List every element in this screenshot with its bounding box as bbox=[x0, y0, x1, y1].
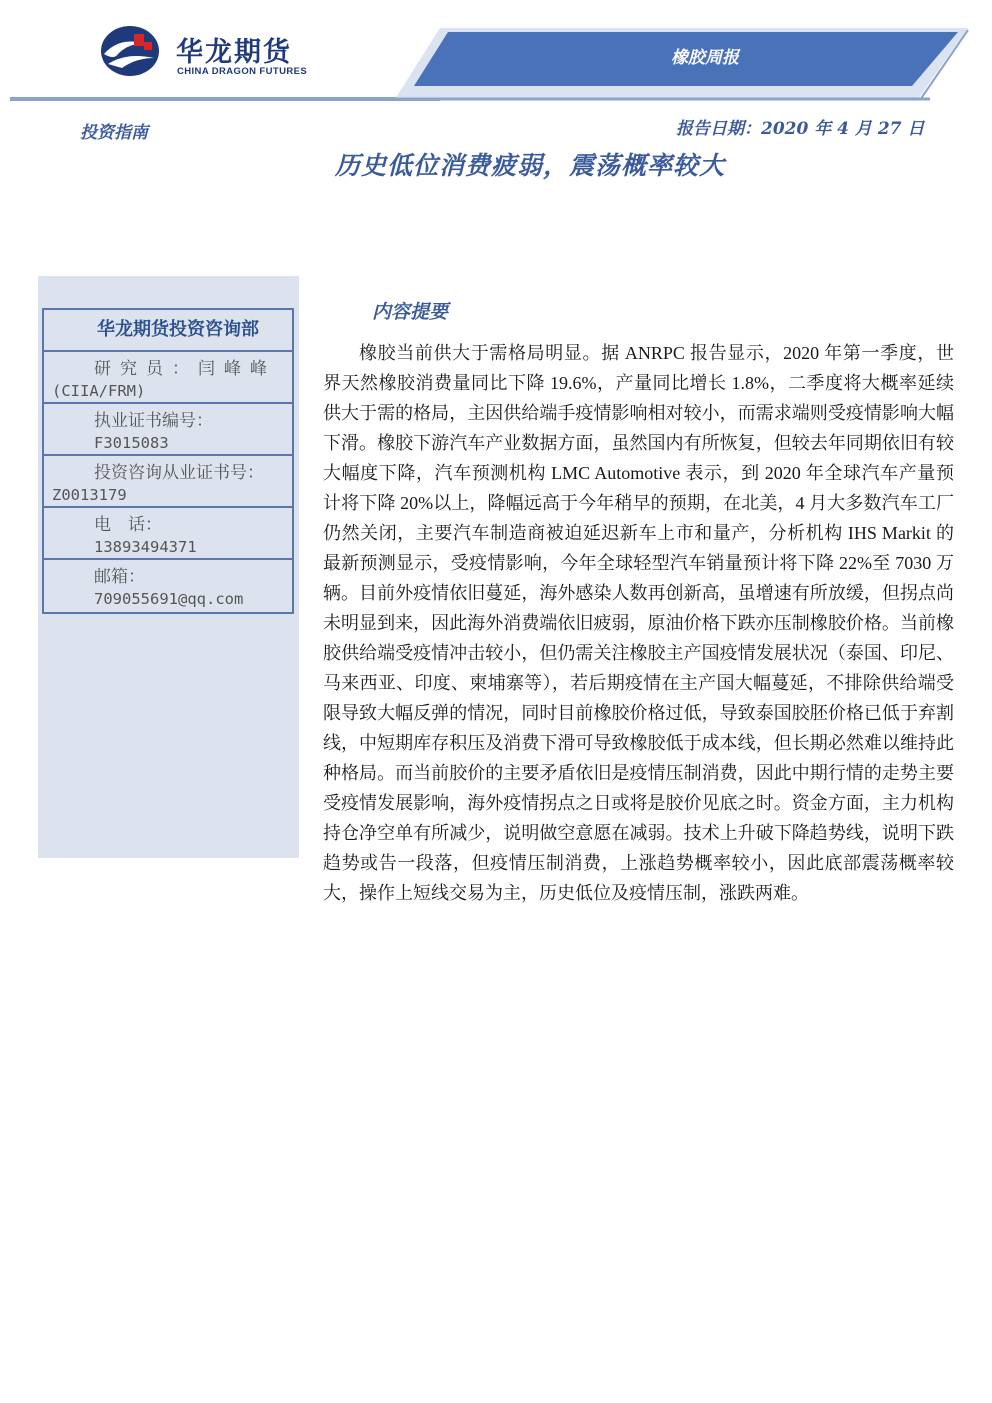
summary-heading: 内容提要 bbox=[372, 301, 449, 323]
summary-body: 橡胶当前供大于需格局明显。据 ANRPC 报告显示，2020 年第一季度，世界天然橡胶消费量同比下降 19.6%，产量同比增长 1.8%，二季度将大概率延续供大于需的格局，主因供给端手疫情影响相对较小，而需求端则受疫情影响大幅下滑。橡胶下游汽车产业数据方面，虽然国内有所恢复，但较去年同期依旧有较大幅度下降，汽车预测机构 LMC Automotive 表示，到 2020 年全球汽车产量预计将下降 20%以上，降幅远高于今年稍早的预期，在北美，4 月大多数汽车工厂仍然关闭，主要汽车制造商被迫延迟新车上市和量产，分析机构 IHS Markit 的最新预测显示，受疫情影响，今年全球轻型汽车销量预计将下降 22%至 7030 万辆。目前外疫情依旧蔓延，海外感染人数再创新高，虽增速有所放缓，但拐点尚未明显到来，因此海外消费端依旧疲弱，原油价格下跌亦压制橡胶价格。当前橡胶供给端受疫情冲击较小，但仍需关注橡胶主产国疫情发展状况（泰国、印尼、马来西亚、印度、柬埔寨等），若后期疫情在主产国大幅蔓延，不排除供给端受限导致大幅反弹的情况，同时目前橡胶价格过低，导致泰国胶胚价格已低于弃割线，中短期库存积压及消费下滑可导致橡胶低于成本线，但长期必然难以维持此种格局。而当前胶价的主要矛盾依旧是疫情压制消费，因此中期行情的走势主要受疫情发展影响，海外疫情拐点之日或将是胶价见底之时。资金方面，主力机构持仓净空单有所减少，说明做空意愿在减弱。技术上升破下降趋势线，说明下跌趋势或告一段落，但疫情压制消费，上涨趋势概率较小，因此底部震荡概率较大，操作上短线交易为主，历史低位及疫情压制，涨跌两难。 bbox=[323, 343, 954, 903]
email-address: 709055691@qq.com bbox=[94, 590, 244, 608]
advisor-cert-row bbox=[44, 456, 292, 508]
china-dragon-logo-icon bbox=[100, 24, 162, 80]
report-date: 报告日期：2020 年 4 月 27 日 bbox=[676, 119, 925, 139]
cert-label: 执业证书编号： bbox=[94, 411, 213, 431]
advisor-cert-number: Z0013179 bbox=[52, 486, 127, 504]
header bbox=[0, 0, 992, 110]
phone-number: 13893494371 bbox=[94, 538, 197, 556]
section-label: 投资指南 bbox=[80, 123, 148, 143]
brand-name-en: CHINA DRAGON FUTURES bbox=[177, 66, 308, 77]
email-label: 邮箱： bbox=[94, 567, 145, 587]
advisor-cert-label: 投资咨询从业证书号： bbox=[94, 463, 264, 483]
cert-row bbox=[44, 404, 292, 456]
researcher-credentials: (CIIA/FRM) bbox=[52, 382, 146, 400]
phone-label: 电 话： bbox=[94, 515, 162, 535]
page-title: 历史低位消费疲弱，震荡概率较大 bbox=[334, 151, 725, 180]
contact-table bbox=[42, 308, 294, 614]
phone-row bbox=[44, 508, 292, 560]
report-type-label: 橡胶周报 bbox=[671, 48, 739, 68]
researcher-label: 研究员：闫峰峰 bbox=[94, 359, 276, 379]
department-name: 华龙期货投资咨询部 bbox=[44, 310, 292, 352]
cert-number: F3015083 bbox=[94, 434, 169, 452]
brand-name-cn: 华龙期货 bbox=[176, 37, 292, 68]
email-row bbox=[44, 560, 292, 612]
researcher-row bbox=[44, 352, 292, 404]
